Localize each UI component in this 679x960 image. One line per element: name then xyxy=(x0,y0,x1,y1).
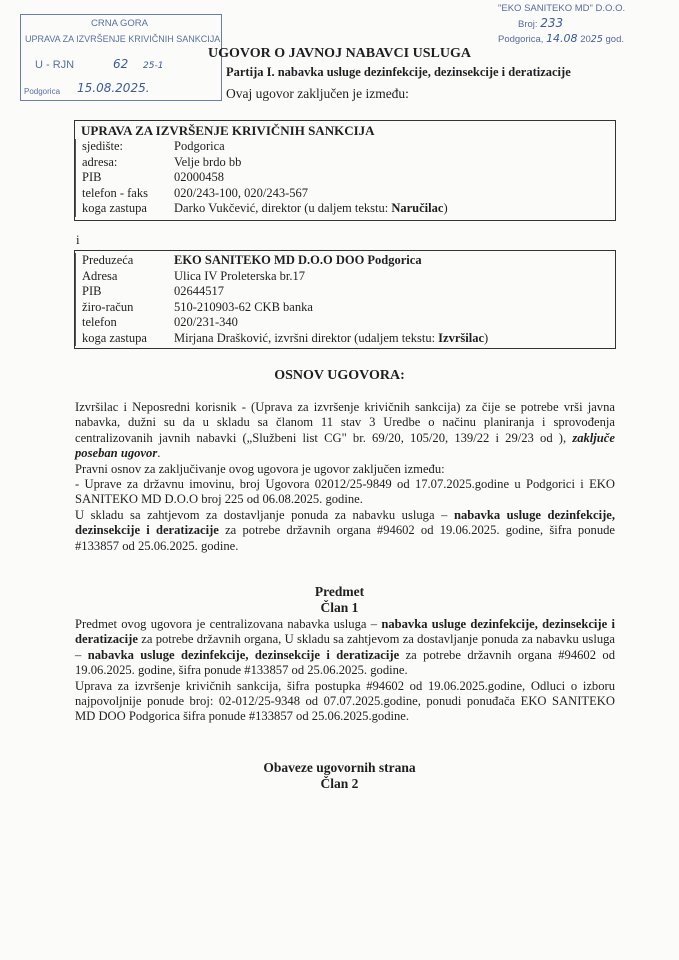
row-value: Podgorica xyxy=(174,139,225,153)
row-label: žiro-račun xyxy=(75,300,174,316)
document-title: UGOVOR O JAVNOJ NABAVCI USLUGA xyxy=(208,46,471,61)
handwritten-number: 233 xyxy=(540,16,564,30)
article-heading: Predmet xyxy=(314,584,365,599)
emphasis: nabavka usluge dezinfekcije, dezinsekcije i deratizacije xyxy=(75,617,615,647)
paragraph: Pravni osnov za zaključivanje ovog ugovora je ugovor zaključen između: xyxy=(75,461,445,476)
row-label: telefon xyxy=(75,315,174,331)
info-row xyxy=(75,139,615,155)
row-value: 020/243-100, 020/243-567 xyxy=(174,185,309,200)
conjunction: i xyxy=(76,232,80,247)
role-label: Naručilac xyxy=(391,201,444,215)
emphasis: zaključe poseban ugovor xyxy=(75,430,615,461)
text: za potrebe državnih organa #94602 od 19.06.2025. godine, šifra ponude #133857 od 25.06.2025. godine. xyxy=(75,523,616,553)
handwritten-year: 25 xyxy=(590,34,603,45)
paragraph: - Uprave za državnu imovinu, broj Ugovora 02012/25-9849 od 17.07.2025.godine u Podgorici i EKO SANITEKO MD D.O.O broj 225 od 06.08.2025. godine. xyxy=(75,477,615,507)
text: za potrebe državnih organa, U skladu sa zahtjevom za dostavljanje ponuda za nabavku usluga – xyxy=(75,632,615,662)
row-label: adresa: xyxy=(75,155,174,171)
info-row xyxy=(75,201,615,217)
osnov-section xyxy=(75,400,615,554)
article-heading: Obaveze ugovornih strana xyxy=(263,760,416,775)
info-row xyxy=(75,155,615,171)
party-2-box xyxy=(74,250,616,349)
stamp-line: CRNA GORA xyxy=(91,18,149,29)
info-row xyxy=(75,331,615,347)
row-value: Darko Vukčević, direktor (u daljem tekstu: xyxy=(174,201,392,215)
paragraph: Uprava za izvršenje krivičnih sankcija, šifra postupka #94602 od 19.06.2025.godine, Odluci o izboru najpovoljnije ponude broj: 02-012/25-9348 od 07.07.2025.godine, ponudi ponuđača EKO SANITEKO MD DOO Podgorica šifra ponude #133857 od 25.06.2025.godine. xyxy=(75,678,615,724)
info-row xyxy=(75,300,615,316)
stamp-label: Broj: xyxy=(518,19,538,30)
row-value: 020/231-340 xyxy=(174,315,238,329)
stamp-label: U - RJN xyxy=(35,59,75,71)
article-number: Član 1 xyxy=(320,600,359,615)
row-label: koga zastupa xyxy=(75,331,174,347)
paren: ) xyxy=(443,201,448,215)
stamp-label: Podgorica xyxy=(24,87,61,96)
row-value: Mirjana Drašković, izvršni direktor (udaljem tekstu: xyxy=(174,330,439,345)
row-label: PIB xyxy=(75,170,174,186)
section-heading: OSNOV UGOVORA: xyxy=(274,368,405,383)
stamp-line: UPRAVA ZA IZVRŠENJE KRIVIČNIH SANKCIJA xyxy=(25,34,221,44)
handwritten-date: 15.08.2025. xyxy=(77,81,150,95)
row-value: 510-210903-62 CKB banka xyxy=(174,299,313,314)
handwritten-number: 62 xyxy=(113,57,129,71)
row-value: Velje brdo bb xyxy=(174,154,242,169)
row-value: Ulica IV Proleterska br.17 xyxy=(174,268,305,283)
info-row xyxy=(75,284,615,300)
emphasis: nabavka usluge dezinfekcije, dezinsekcije i deratizacije xyxy=(75,507,615,538)
article-number: Član 2 xyxy=(320,776,359,791)
paragraph xyxy=(75,617,615,679)
party-1-box xyxy=(74,120,616,221)
party-1-name: UPRAVA ZA IZVRŠENJE KRIVIČNIH SANKCIJA xyxy=(81,123,375,138)
row-label: Preduzeća xyxy=(75,253,174,269)
document-subtitle: Partija I. nabavka usluge dezinfekcije, dezinsekcije i deratizacije xyxy=(226,65,571,79)
stamp-year-prefix: 20 xyxy=(580,34,591,45)
emphasis: nabavka usluge dezinfekcije, dezinsekcije i deratizacije xyxy=(87,647,400,662)
intro-text: Ovaj ugovor zaključen je između: xyxy=(226,86,409,101)
role-label: Izvršilac xyxy=(438,330,484,345)
text: za potrebe državnih organa #94602 od 19.06.2025. godine, šifra ponude #133857 od 25.06.2025. godine. xyxy=(75,647,615,678)
row-label: Adresa xyxy=(75,269,174,285)
paragraph xyxy=(75,508,615,554)
text: Izvršilac i Neposredni korisnik - (Uprava za izvršenje krivičnih sankcija) za čije se potrebe vrši javna nabavka, dužni su da u skladu sa članom 11 stav 3 Uredbe o načinu planiranja i sprovođenja centralizovanih javnih nabavki („Službeni list CG" br. 69/20, 105/20, 139/22 i 29/23 od ), xyxy=(75,400,615,445)
company-stamp xyxy=(498,2,625,47)
text: U skladu sa zahtjevom za dostavljanje ponuda za nabavku usluga – xyxy=(75,507,454,522)
clan1-section xyxy=(75,617,615,725)
stamp-company: "EKO SANITEKO MD" D.O.O. xyxy=(498,3,626,14)
text: Predmet ovog ugovora je centralizovana nabavka usluga – xyxy=(75,617,382,631)
paragraph: Izvršilac i Neposredni korisnik - (Uprava za izvršenje krivičnih sankcija) za čije se potrebe vrši javna nabavka, dužni su da u skladu sa članom 11 stav 3 Uredbe o načinu planiranja i sprovođenja centralizovanih javnih nabavki („Službeni list CG" br. 69/20, 105/20, 139/22 i 29/23 od ), zaključe poseban ugovor. xyxy=(75,400,615,461)
handwritten-number: 25-1 xyxy=(143,61,164,71)
info-row xyxy=(75,170,615,186)
info-row xyxy=(75,315,615,331)
row-label: sjedište: xyxy=(75,139,174,155)
row-value: 02000458 xyxy=(174,170,224,184)
info-row xyxy=(75,253,615,269)
row-label: telefon - faks xyxy=(75,186,174,202)
paren: ) xyxy=(484,330,489,345)
row-label: PIB xyxy=(75,284,174,300)
row-value: EKO SANITEKO MD D.O.O DOO Podgorica xyxy=(174,253,422,267)
row-value: 02644517 xyxy=(174,284,224,298)
stamp-label: Podgorica, xyxy=(498,34,544,45)
info-row xyxy=(75,186,615,202)
info-row xyxy=(75,269,615,285)
row-label: koga zastupa xyxy=(75,201,174,217)
stamp-label: god. xyxy=(605,34,625,45)
handwritten-date: 14.08 xyxy=(546,32,578,45)
